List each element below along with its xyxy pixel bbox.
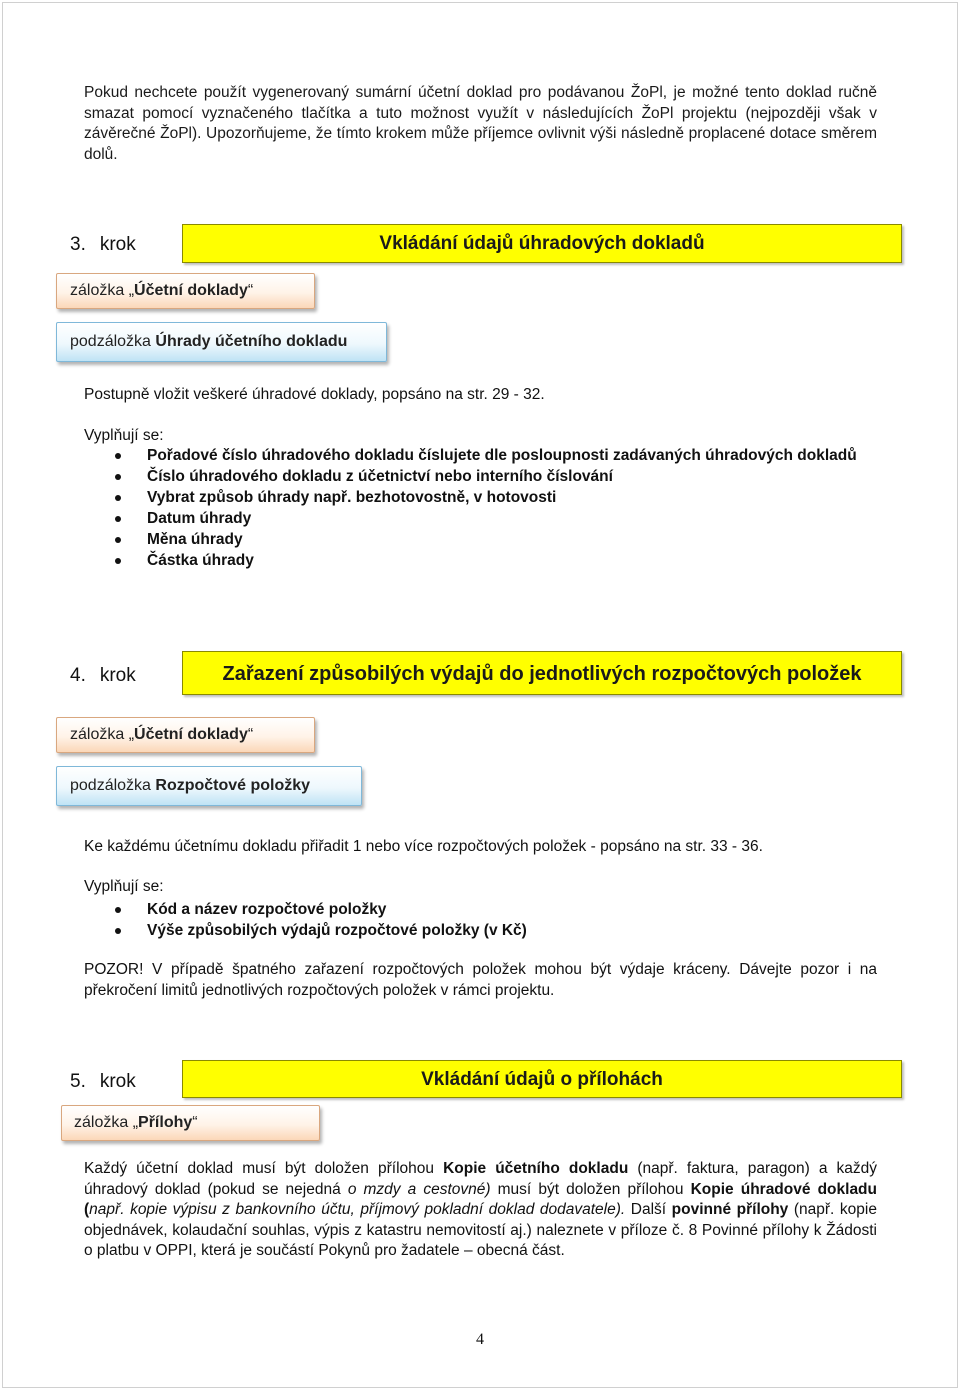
tab-suffix: “ (192, 1114, 198, 1131)
page-number: 4 (476, 1331, 484, 1348)
tab-prefix: záložka „ (74, 1114, 139, 1131)
step3-subtab-uhrady[interactable] (56, 322, 387, 362)
list-item: Měna úhrady (84, 529, 884, 550)
bullet-icon (115, 537, 121, 543)
list-item: Částka úhrady (84, 550, 884, 571)
tab-name: Přílohy (138, 1114, 193, 1131)
tab-name: Účetní doklady (134, 282, 248, 299)
step4-title-banner: Zařazení způsobilých výdajů do jednotlivých rozpočtových položek (182, 651, 902, 695)
step3-title-banner: Vkládání údajů úhradových dokladů (182, 224, 902, 263)
list-item: Datum úhrady (84, 508, 884, 529)
step5-tab-prilohy[interactable] (61, 1105, 320, 1141)
tab-suffix: “ (247, 282, 254, 299)
step4-fill-label: Vyplňují se: (84, 878, 164, 895)
bullet-icon (115, 453, 121, 459)
step3-fill-label: Vyplňují se: (84, 427, 164, 444)
step5-title-banner: Vkládání údajů o přílohách (182, 1060, 902, 1098)
tab-prefix: záložka „ (70, 282, 135, 299)
intro-paragraph: Pokud nechcete použít vygenerovaný sumární účetní doklad pro podávanou ŽoPl, je možné tento doklad ručně smazat pomocí vyznačeného tlačítka a tuto možnost využít v následujících ŽoPl projektu (nejpozději však v závěrečné ŽoPl). Upozorňujeme, že tímto krokem může příjemce ovlivnit výši následně proplacené dotace směrem dolů. (84, 84, 877, 163)
step3-number: 3. (70, 234, 86, 255)
list-item: Číslo úhradového dokladu z účetnictví nebo interního číslování (84, 466, 884, 487)
step4-description: Ke každému účetnímu dokladu přiřadit 1 nebo více rozpočtových položek - popsáno na str. 33 - 36. (84, 838, 763, 855)
step4-subtab-rozpoctove-polozky[interactable] (56, 766, 362, 806)
step5-paragraph: Každý účetní doklad musí být doložen přílohou Kopie účetního dokladu (např. faktura, paragon) a každý úhradový doklad (pokud se nejedná o mzdy a cestovné) musí být doložen přílohou Kopie úhradové dokladu (např. kopie výpisu z bankovního účtu, příjmový pokladní doklad dodavatele). Další povinné přílohy (např. kopie objednávek, kolaudační souhlas, výpis z katastru nemovitostí aj.) naleznete v příloze č. 8 Povinné přílohy k Žádosti o platbu v OPPI, která je součástí Pokynů pro žadatele – obecná část. (84, 1160, 878, 1259)
step4-tab-ucetni-doklady[interactable] (56, 717, 315, 753)
list-item: Kód a název rozpočtové položky (84, 899, 884, 920)
step4-fields-list (84, 899, 884, 941)
subtab-prefix: podzáložka (70, 333, 156, 350)
step3-description: Postupně vložit veškeré úhradové doklady, popsáno na str. 29 - 32. (84, 386, 545, 403)
step5-label (70, 1070, 136, 1094)
list-item: Pořadové číslo úhradového dokladu číslujete dle posloupnosti zadávaných úhradových dokladů (84, 445, 884, 466)
step3-krok: krok (99, 234, 136, 255)
tab-name: Účetní doklady (134, 726, 248, 743)
bullet-icon (115, 558, 121, 564)
step3-label (70, 233, 136, 257)
bullet-icon (115, 907, 121, 913)
list-item: Vybrat způsob úhrady např. bezhotovostně, v hotovosti (84, 487, 884, 508)
subtab-name: Úhrady účetního dokladu (155, 333, 348, 350)
bullet-icon (115, 516, 121, 522)
step4-warning: POZOR! V případě špatného zařazení rozpočtových položek mohou být výdaje kráceny. Dávejte pozor i na překročení limitů jednotlivých rozpočtových položek v rámci projektu. (84, 961, 877, 999)
step4-krok: krok (99, 665, 136, 686)
step5-number: 5. (70, 1071, 86, 1092)
step4-number: 4. (70, 665, 86, 686)
tab-prefix: záložka „ (70, 726, 135, 743)
step4-label (70, 664, 136, 688)
bullet-icon (115, 928, 121, 934)
list-item: Výše způsobilých výdajů rozpočtové položky (v Kč) (84, 920, 884, 941)
bullet-icon (115, 495, 121, 501)
subtab-prefix: podzáložka (70, 777, 156, 794)
subtab-name: Rozpočtové položky (155, 777, 311, 794)
tab-suffix: “ (247, 726, 254, 743)
bullet-icon (115, 474, 121, 480)
step3-tab-ucetni-doklady[interactable] (56, 273, 315, 309)
step5-krok: krok (99, 1071, 136, 1092)
step3-fields-list (84, 445, 884, 571)
